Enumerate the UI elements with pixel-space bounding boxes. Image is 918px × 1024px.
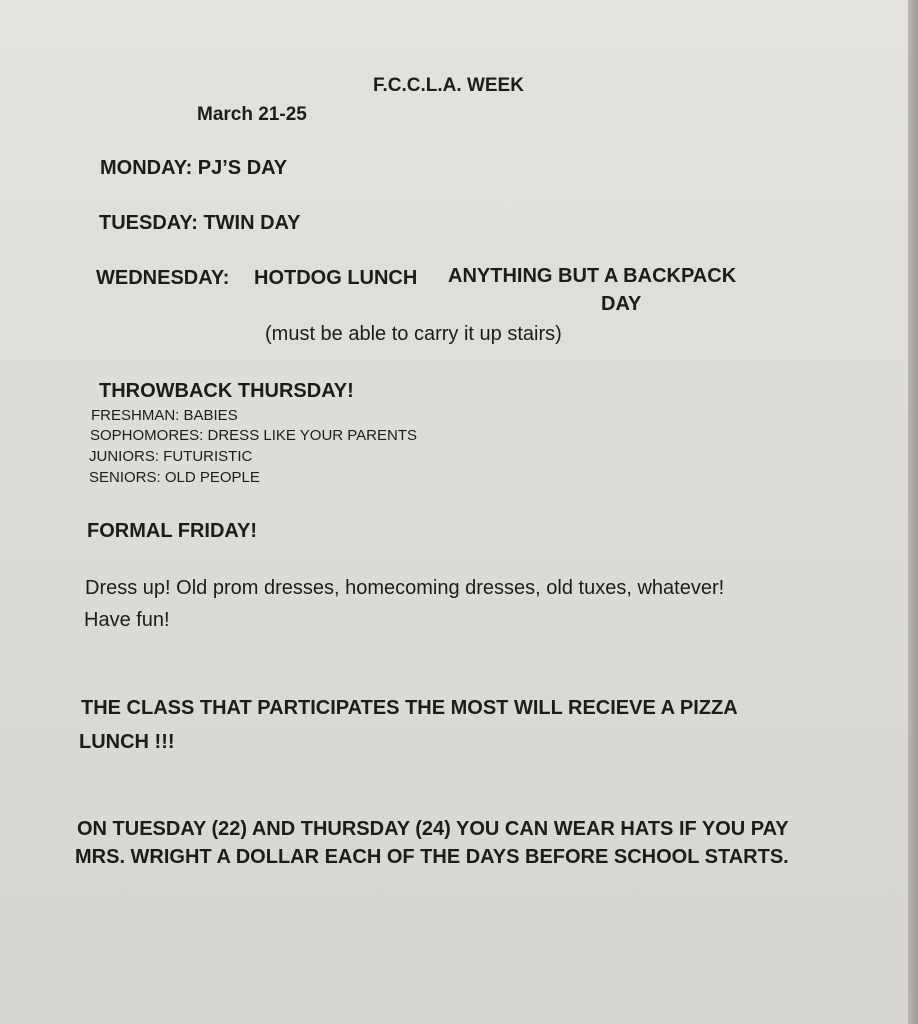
- friday-description-line2: Have fun!: [84, 609, 170, 631]
- thursday-class-seniors: SENIORS: OLD PEOPLE: [89, 469, 260, 486]
- friday-heading: FORMAL FRIDAY!: [87, 520, 257, 542]
- pizza-notice-line2: LUNCH !!!: [79, 731, 175, 753]
- flyer-title: F.C.C.L.A. WEEK: [373, 75, 524, 96]
- wednesday-label: WEDNESDAY:: [96, 267, 230, 289]
- wednesday-theme-line1: ANYTHING BUT A BACKPACK: [448, 265, 737, 287]
- hats-notice-line1: ON TUESDAY (22) AND THURSDAY (24) YOU CAN WEAR HATS IF YOU PAY: [77, 818, 789, 840]
- friday-description-line1: Dress up! Old prom dresses, homecoming dresses, old tuxes, whatever!: [85, 577, 725, 599]
- thursday-class-juniors: JUNIORS: FUTURISTIC: [89, 448, 253, 465]
- thursday-class-freshman: FRESHMAN: BABIES: [91, 407, 238, 424]
- wednesday-lunch: HOTDOG LUNCH: [254, 267, 418, 289]
- wednesday-theme-line2: DAY: [601, 293, 642, 315]
- thursday-class-sophomores: SOPHOMORES: DRESS LIKE YOUR PARENTS: [90, 427, 418, 444]
- pizza-notice-line1: THE CLASS THAT PARTICIPATES THE MOST WILL RECIEVE A PIZZA: [81, 697, 738, 719]
- tuesday-theme: TUESDAY: TWIN DAY: [99, 212, 301, 234]
- hats-notice-line2: MRS. WRIGHT A DOLLAR EACH OF THE DAYS BEFORE SCHOOL STARTS.: [75, 846, 789, 868]
- monday-theme: MONDAY: PJ’S DAY: [100, 157, 288, 179]
- wednesday-note: (must be able to carry it up stairs): [265, 323, 562, 345]
- paper-edge-shadow: [908, 0, 918, 1024]
- thursday-heading: THROWBACK THURSDAY!: [99, 380, 354, 402]
- flyer-dates: March 21-25: [197, 104, 307, 125]
